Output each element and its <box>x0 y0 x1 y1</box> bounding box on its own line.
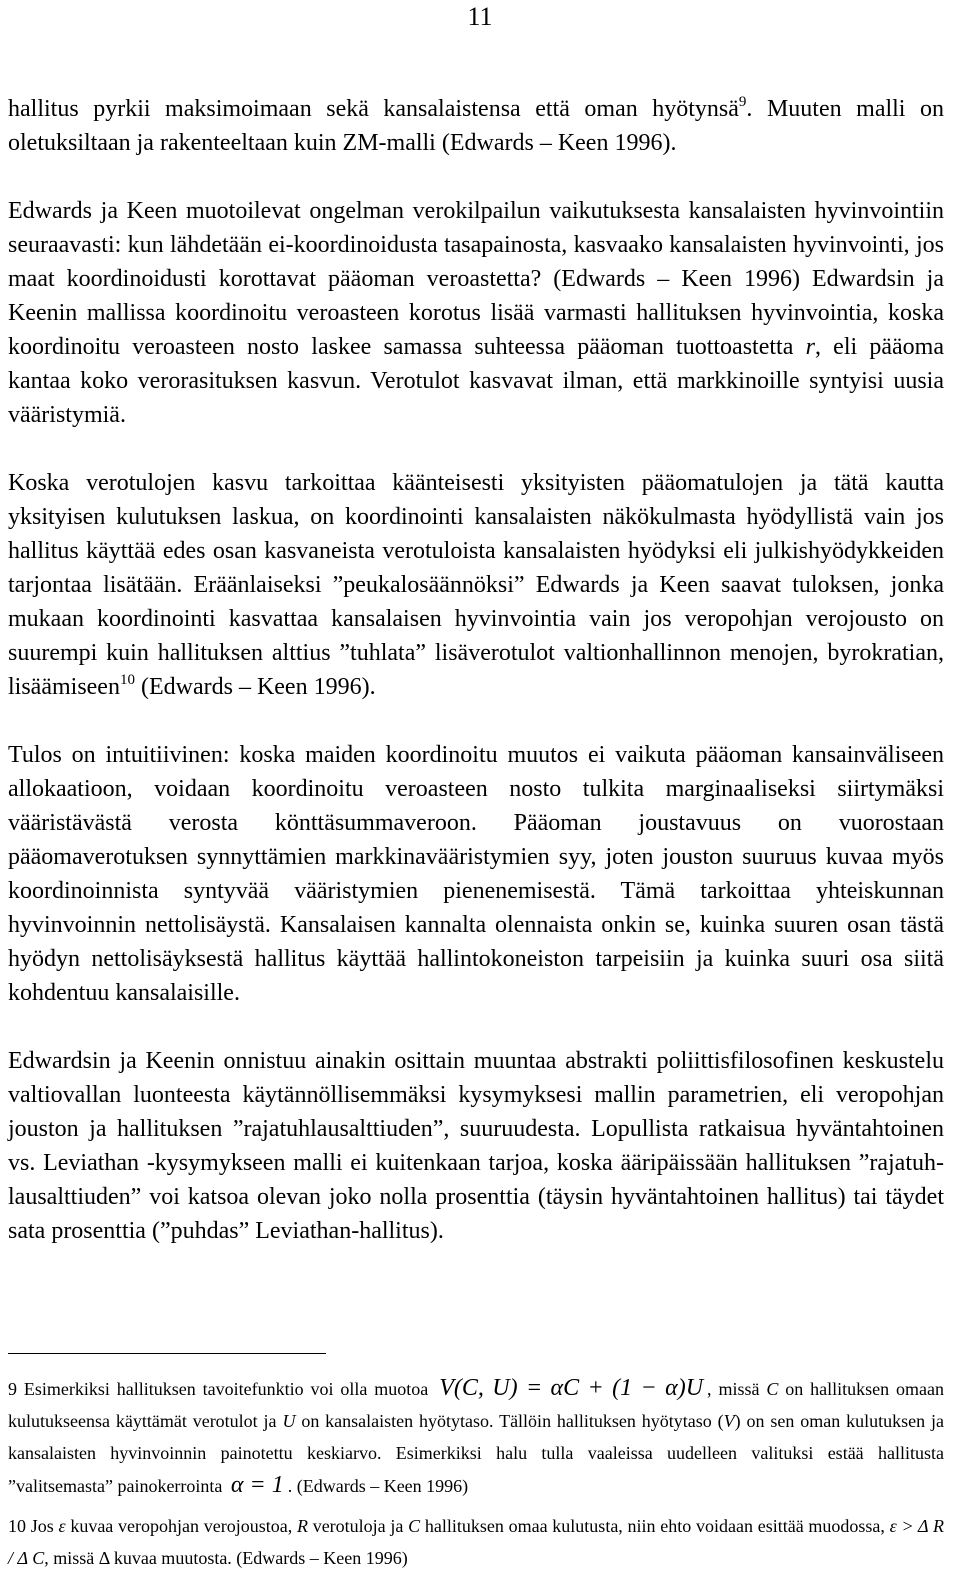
paragraph-5 <box>8 1044 944 1248</box>
footnote-10-var-c: C <box>408 1516 421 1536</box>
footnote-10-text-3: verotuloja ja <box>312 1516 404 1536</box>
footnote-10 <box>8 1510 944 1574</box>
footnote-separator <box>8 1353 326 1354</box>
body-text <box>8 92 944 1282</box>
footnote-9 <box>8 1372 944 1502</box>
footnote-9-text-3: on hallituksen omaan kulutukseensa käyttämät verotulot ja <box>8 1379 945 1431</box>
paragraph-2 <box>8 194 944 432</box>
paragraph-3 <box>8 466 944 704</box>
variable-r: r <box>805 334 815 360</box>
footnote-9-var-v: V <box>723 1411 735 1431</box>
footnote-ref-9: 9 <box>738 94 747 110</box>
footnote-9-formula: V(C, U) = αC + (1 − α)U <box>439 1375 704 1401</box>
footnote-9-var-c: C <box>766 1379 779 1399</box>
footnote-10-text-2: kuvaa veropohjan verojoustoa, <box>70 1516 293 1536</box>
paragraph-1-text: hallitus pyrkii maksimoimaan sekä kansalaistensa että oman hyötynsä <box>8 96 739 122</box>
footnote-10-condition: ε > Δ R / Δ C <box>8 1516 945 1568</box>
paragraph-5-text: Edwardsin ja Keenin onnistuu ainakin osittain muuntaa abstrakti poliittisfilosofinen keskustelu valtiovallan luonteesta käytännöllisemmäksi kysymyksesi mallin parametrien, eli veropohjan jouston ja hallituksen ”rajatuhlausalttiuden”, suuruudesta. Lopullista ratkaisua hyväntahtoinen vs. Leviathan -kysymykseen malli ei kuitenkaan tarjoa, koska ääripäissään hallituksen ”rajatuhlausalttiuden” voi katsoa olevan joko nolla prosenttia (täysin hyväntahtoinen hallitus) tai täydet sata prosenttia (”puhdas” Leviathan-hallitus). <box>8 1048 944 1244</box>
footnote-9-text-2: , missä <box>707 1379 760 1399</box>
paragraph-1-text-end: . Muuten malli on oletuksiltaan ja rakenteeltaan kuin ZM-malli (Edwards – Keen 1996). <box>8 96 945 156</box>
footnote-10-var-r: R <box>296 1516 308 1536</box>
footnote-9-alpha-formula: α = 1 <box>230 1472 284 1498</box>
paragraph-4-text: Tulos on intuitiivinen: koska maiden koordinoitu muutos ei vaikuta pääoman kansainväliseen allokaatioon, voidaan koordinoitu veroasteen nosto tulkita marginaaliseksi siirtymäksi vääristävästä verosta könttäsummaveroon. Pääoman joustavuus on vuorostaan pääomaverotuksen synnyttämien markkinavääristymien syy, joten jouston suuruus kuvaa myös koordinoinnista syntyvää vääristymien pienenemisestä. Tämä tarkoittaa yhteiskunnan hyvinvoinnin nettolisäystä. Kansalaisen kannalta olennaista onkin se, kuinka suuren osan tästä hyödyn nettolisäyksestä hallitus käyttää hallintokoneiston tarpeisiin ja kuinka suuri osa siitä kohdentuu kansalaisille. <box>8 742 944 1006</box>
footnote-10-text-4: hallituksen omaa kulutusta, niin ehto voidaan esittää muodossa, <box>424 1516 885 1536</box>
footnote-ref-10: 10 <box>119 672 135 688</box>
paragraph-3-text-end: (Edwards – Keen 1996). <box>134 674 376 700</box>
footnotes <box>8 1372 944 1582</box>
footnote-9-text-6: . (Edwards – Keen 1996) <box>287 1476 469 1496</box>
footnote-9-text-5: ) on sen oman kulutuksen ja kansalaisten hyvinvoinnin painotettu keskiarvo. Esimerkiksi halu tulla vaaleissa uudelleen valituksi estää hallitusta ”valitsemasta” painokerrointa <box>8 1411 945 1496</box>
page-number: 11 <box>467 2 493 31</box>
paragraph-3-text: Koska verotulojen kasvu tarkoittaa käänteisesti yksityisten pääomatulojen ja tätä kautta yksityisen kulutuksen laskua, on koordinointi kansalaisten näkökulmasta hyödyllistä vain jos hallitus käyttää edes osan kasvaneista verotuloista kansalaisten hyödyksi eli julkishyödykkeiden tarjontaa lisätään. Eräänlaiseksi ”peukalosäännöksi” Edwards ja Keen saavat tuloksen, jonka mukaan koordinointi kasvattaa kansalaisen hyvinvointia vain jos veropohjan verojousto on suurempi kuin hallituksen alttius ”tuhlata” lisäverotulot valtionhallinnon menojen, byrokratian, lisäämiseen <box>8 470 944 700</box>
paragraph-2-text-end: , eli pääoma kantaa koko verorasituksen kasvun. Verotulot kasvavat ilman, että markkinoille syntyisi uusia vääristymiä. <box>8 334 944 428</box>
footnote-10-text: 10 Jos <box>8 1516 54 1536</box>
paragraph-4 <box>8 738 944 1010</box>
paragraph-2-text: Edwards ja Keen muotoilevat ongelman verokilpailun vaikutuksesta kansalaisten hyvinvointiin seuraavasti: kun lähdetään ei-koordinoidusta tasapainosta, kasvaako kansalaisten hyvinvointi, jos maat koordinoidusti korottavat pääoman veroastetta? (Edwards – Keen 1996) Edwardsin ja Keenin mallissa koordinoitu veroasteen korotus lisää varmasti hallituksen hyvinvointia, koska koordinoitu veroasteen nosto laskee samassa suhteessa pääoman tuottoastetta <box>8 198 944 360</box>
footnote-9-text-4: on kansalaisten hyötytaso. Tällöin hallituksen hyötytaso ( <box>301 1411 724 1431</box>
footnote-9-text: 9 Esimerkiksi hallituksen tavoitefunktio voi olla muotoa <box>8 1379 429 1399</box>
footnote-10-var-epsilon: ε <box>58 1516 66 1536</box>
footnote-9-var-u: U <box>282 1411 296 1431</box>
paragraph-1 <box>8 92 944 160</box>
footnote-10-text-5: , missä Δ kuvaa muutosta. (Edwards – Keen 1996) <box>44 1548 408 1568</box>
